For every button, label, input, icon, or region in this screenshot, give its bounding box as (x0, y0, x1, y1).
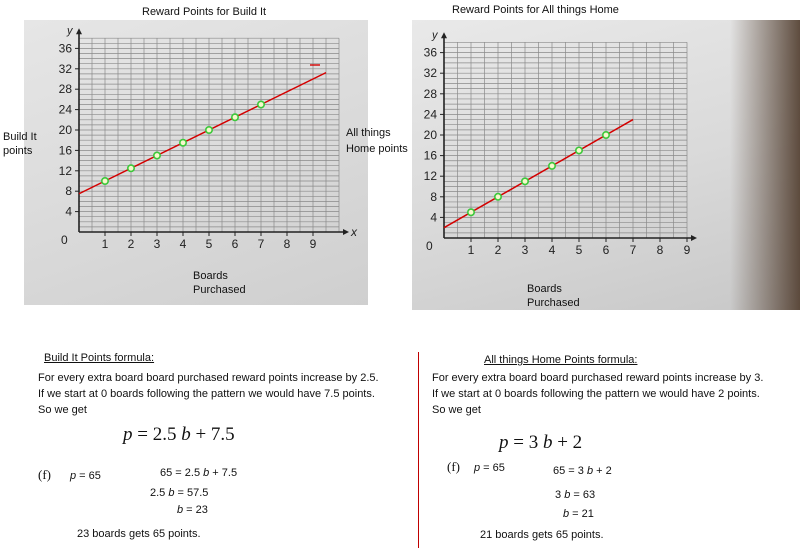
data-point (603, 132, 609, 138)
y-tick-label: 32 (58, 61, 72, 76)
data-point (180, 140, 186, 146)
left-answer: 23 boards gets 65 points. (77, 528, 201, 540)
y-tick-label: 24 (58, 102, 72, 117)
right-answer: 21 boards gets 65 points. (480, 529, 604, 541)
left-formula: p = 2.5 b + 7.5 (123, 424, 235, 445)
right-part-label: (f) (447, 459, 460, 474)
x-tick-label: 8 (283, 237, 291, 251)
y-tick-label: 28 (58, 82, 72, 97)
chart2-xlabel-line2: Purchased (527, 297, 580, 309)
left-text-line1: For every extra board board purchased reward points increase by 2.5. (38, 372, 379, 384)
y-axis-arrow (441, 32, 447, 38)
x-axis-letter: x (351, 225, 357, 239)
left-given: p = 65 (70, 470, 101, 482)
y-tick-label: 20 (423, 128, 437, 142)
y-tick-label: 16 (58, 143, 72, 158)
x-tick-label: 6 (231, 237, 239, 251)
x-tick-label: 3 (153, 237, 161, 251)
origin-label: 0 (426, 239, 433, 253)
right-step1: 65 = 3 b + 2 (553, 465, 612, 477)
data-point (522, 178, 528, 184)
data-point (576, 147, 582, 153)
data-point (258, 101, 264, 107)
chart1-photo (24, 20, 368, 305)
data-point (495, 194, 501, 200)
x-tick-label: 7 (629, 243, 637, 257)
origin-label: 0 (61, 233, 68, 247)
data-point (128, 165, 134, 171)
left-heading: Build It Points formula: (44, 352, 155, 364)
chart2-ylabel-line2: Home points (346, 143, 408, 155)
right-text-line3: So we get (432, 404, 481, 416)
x-tick-label: 1 (101, 237, 109, 251)
y-tick-label: 12 (423, 169, 437, 184)
left-text-line2: If we start at 0 boards following the pattern we would have 7.5 points. (38, 388, 375, 400)
chart2-axes (441, 32, 697, 241)
y-tick-label: 8 (430, 189, 437, 204)
left-step3: b = 23 (177, 504, 208, 516)
right-text-line1: For every extra board board purchased reward points increase by 3. (432, 372, 764, 384)
left-text-line3: So we get (38, 404, 87, 416)
y-tick-label: 32 (423, 66, 437, 81)
y-tick-label: 36 (58, 41, 72, 56)
x-tick-label: 9 (309, 237, 317, 251)
x-tick-label: 4 (179, 237, 187, 251)
x-tick-label: 6 (602, 243, 610, 257)
y-tick-label: 4 (430, 210, 437, 225)
y-tick-label: 28 (423, 86, 437, 101)
chart2-svg (412, 20, 800, 310)
left-step1: 65 = 2.5 b + 7.5 (160, 467, 238, 479)
x-tick-label: 8 (656, 243, 664, 257)
chart1-grid (79, 38, 339, 232)
left-part-label: (f) (38, 467, 51, 482)
chart2-photo (412, 20, 800, 310)
chart1-ylabel-line2: points (3, 145, 33, 157)
right-text-line2: If we start at 0 boards following the pattern we would have 2 points. (432, 388, 760, 400)
data-point (232, 114, 238, 120)
chart1-ylabel-line1: Build It (3, 131, 37, 143)
x-tick-label: 4 (548, 243, 556, 257)
left-step2: 2.5 b = 57.5 (150, 487, 209, 499)
chart1-svg (24, 20, 368, 305)
data-point (206, 127, 212, 133)
data-point (549, 163, 555, 169)
chart2-title: Reward Points for All things Home (452, 4, 619, 16)
data-point (468, 209, 474, 215)
chart2-ylabel-line1: All things (346, 127, 391, 139)
x-tick-label: 9 (683, 243, 691, 257)
x-tick-label: 1 (467, 243, 475, 257)
data-point (102, 178, 108, 184)
y-tick-label: 24 (423, 107, 437, 122)
chart1-xlabel-line1: Boards (193, 270, 228, 282)
x-tick-label: 5 (575, 243, 583, 257)
x-tick-label: 7 (257, 237, 265, 251)
y-tick-label: 36 (423, 45, 437, 60)
x-tick-label: 2 (494, 243, 502, 257)
data-point (154, 152, 160, 158)
y-tick-label: 16 (423, 148, 437, 163)
y-axis-letter: y (67, 25, 73, 38)
chart2-xlabel-line1: Boards (527, 283, 562, 295)
x-tick-label: 5 (205, 237, 213, 251)
y-tick-label: 8 (65, 184, 72, 199)
y-tick-label: 12 (58, 163, 72, 178)
chart1-xlabel-line2: Purchased (193, 284, 246, 296)
section-divider (418, 352, 419, 548)
right-step3: b = 21 (563, 508, 594, 520)
chart1-title: Reward Points for Build It (142, 6, 267, 18)
y-axis-letter: y (432, 29, 438, 42)
x-tick-label: 3 (521, 243, 529, 257)
x-axis-arrow (691, 235, 697, 241)
right-step2: 3 b = 63 (555, 489, 596, 501)
right-given: p = 65 (474, 462, 505, 474)
y-axis-arrow (76, 28, 82, 34)
right-heading: All things Home Points formula: (484, 354, 638, 366)
y-tick-label: 4 (65, 204, 72, 219)
x-tick-label: 2 (127, 237, 135, 251)
chart2-grid (444, 42, 687, 238)
y-tick-label: 20 (58, 123, 72, 137)
x-axis-arrow (343, 229, 349, 235)
right-formula: p = 3 b + 2 (499, 432, 583, 453)
